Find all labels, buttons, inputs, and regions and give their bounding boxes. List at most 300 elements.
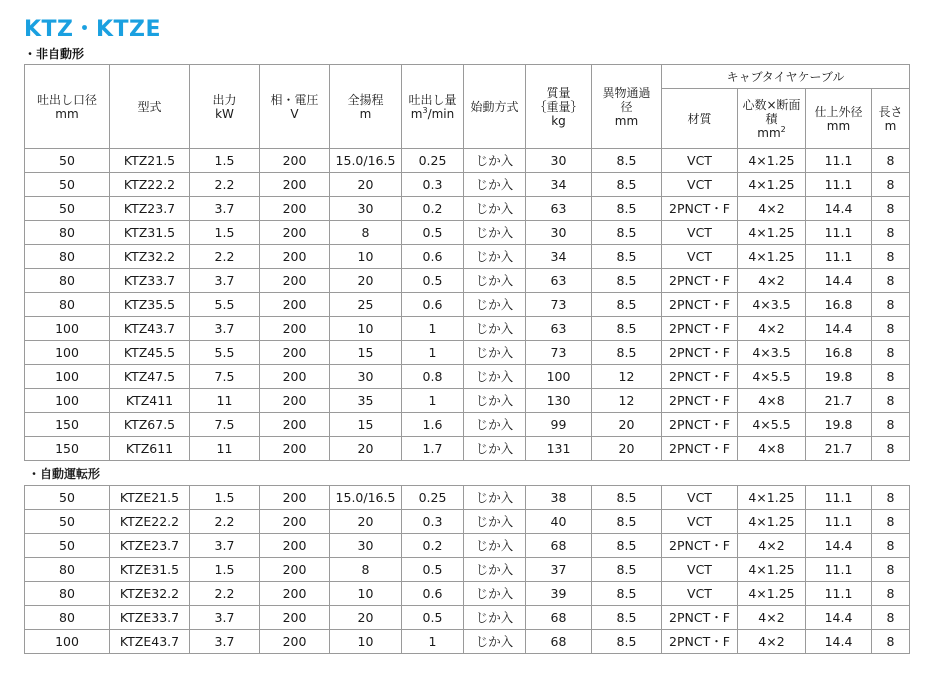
table-cell: 200 xyxy=(260,389,330,413)
table-cell: 11 xyxy=(190,437,260,461)
table-cell: 34 xyxy=(526,173,592,197)
table-cell: 80 xyxy=(25,558,110,582)
table-cell: 50 xyxy=(25,149,110,173)
table-cell: 1.5 xyxy=(190,221,260,245)
header-cable-cores-unit-base: mm xyxy=(757,125,781,140)
table-cell: 8.5 xyxy=(592,486,662,510)
table-row xyxy=(25,173,910,197)
table-cell: 14.4 xyxy=(806,534,872,558)
header-cable-cores xyxy=(738,89,806,149)
table-cell: 8 xyxy=(872,173,910,197)
table-cell: 2PNCT・F xyxy=(662,413,738,437)
table-cell: じか入 xyxy=(464,389,526,413)
table-cell: 35 xyxy=(330,389,402,413)
table-cell: 2PNCT・F xyxy=(662,389,738,413)
table-cell: 200 xyxy=(260,582,330,606)
table-row xyxy=(25,486,910,510)
table-row xyxy=(25,317,910,341)
header-flow-unit xyxy=(411,107,454,121)
table-cell: 200 xyxy=(260,365,330,389)
header-flow-label: 吐出し量 xyxy=(408,92,457,107)
table-cell: KTZ611 xyxy=(110,437,190,461)
header-cable-cores-unit-sup: 2 xyxy=(780,124,786,134)
table-cell: 4×2 xyxy=(738,269,806,293)
table-cell: 8 xyxy=(872,510,910,534)
table-cell: 8 xyxy=(872,413,910,437)
header-output-unit: kW xyxy=(215,106,234,121)
table-cell: 8 xyxy=(872,197,910,221)
table-cell: 1 xyxy=(402,317,464,341)
header-diameter xyxy=(25,65,110,149)
header-cable-length-label: 長さ xyxy=(878,104,903,119)
table-row xyxy=(25,389,910,413)
table-cell: 8.5 xyxy=(592,173,662,197)
table-cell: 11.1 xyxy=(806,510,872,534)
table-cell: 68 xyxy=(526,534,592,558)
table-row xyxy=(25,437,910,461)
table-cell: 34 xyxy=(526,245,592,269)
table-cell: 2PNCT・F xyxy=(662,365,738,389)
table-cell: 200 xyxy=(260,510,330,534)
header-cable-od-unit: mm xyxy=(826,118,851,133)
table-cell: 80 xyxy=(25,269,110,293)
table-cell: 8.5 xyxy=(592,510,662,534)
table-cell: 20 xyxy=(330,173,402,197)
table-cell: じか入 xyxy=(464,221,526,245)
table-cell: 200 xyxy=(260,245,330,269)
table-cell: 14.4 xyxy=(806,606,872,630)
table-cell: 4×2 xyxy=(738,534,806,558)
table-cell: 4×1.25 xyxy=(738,582,806,606)
header-solids xyxy=(592,65,662,149)
table-cell: VCT xyxy=(662,558,738,582)
header-cable-cores-label: 心数×断面 xyxy=(742,97,801,112)
table-cell: VCT xyxy=(662,582,738,606)
table-cell: 30 xyxy=(330,534,402,558)
table-row xyxy=(25,269,910,293)
table-row xyxy=(25,149,910,173)
table-cell: 0.5 xyxy=(402,269,464,293)
table-cell: 200 xyxy=(260,149,330,173)
table-cell: 4×1.25 xyxy=(738,245,806,269)
table-cell: 4×5.5 xyxy=(738,365,806,389)
table-cell: 200 xyxy=(260,413,330,437)
table-cell: VCT xyxy=(662,486,738,510)
table-cell: 12 xyxy=(592,365,662,389)
table-cell: 0.2 xyxy=(402,197,464,221)
header-solids-unit: mm xyxy=(614,113,639,128)
table-cell: 8.5 xyxy=(592,558,662,582)
table-cell: 1 xyxy=(402,341,464,365)
table-cell: 20 xyxy=(330,269,402,293)
table-cell: KTZE22.2 xyxy=(110,510,190,534)
table-cell: 8 xyxy=(872,389,910,413)
table-cell: 15.0/16.5 xyxy=(330,486,402,510)
table-cell: 4×1.25 xyxy=(738,558,806,582)
table-cell: KTZ35.5 xyxy=(110,293,190,317)
table-cell: 2PNCT・F xyxy=(662,437,738,461)
table-cell: 30 xyxy=(526,149,592,173)
section-divider-auto xyxy=(24,461,912,484)
table-cell: KTZ21.5 xyxy=(110,149,190,173)
table-cell: 68 xyxy=(526,630,592,654)
table-cell: 63 xyxy=(526,269,592,293)
header-diameter-label: 吐出し口径 xyxy=(36,92,97,107)
table-cell: 11.1 xyxy=(806,221,872,245)
table-cell: 3.7 xyxy=(190,197,260,221)
table-cell: 1.5 xyxy=(190,486,260,510)
table-cell: 8 xyxy=(872,149,910,173)
header-cable-cores-label2: 積 xyxy=(765,111,778,126)
table-cell: 15.0/16.5 xyxy=(330,149,402,173)
table-cell: 50 xyxy=(25,534,110,558)
table-cell: KTZ23.7 xyxy=(110,197,190,221)
table-cell: 8.5 xyxy=(592,221,662,245)
table-cell: 11 xyxy=(190,389,260,413)
table-cell: KTZ47.5 xyxy=(110,365,190,389)
section-label-auto: ・自動運転形 xyxy=(28,467,101,481)
table-cell: 4×1.25 xyxy=(738,149,806,173)
table-cell: 19.8 xyxy=(806,413,872,437)
table-cell: 8 xyxy=(330,221,402,245)
table-row xyxy=(25,413,910,437)
table-cell: 8.5 xyxy=(592,630,662,654)
table-cell: 200 xyxy=(260,173,330,197)
table-cell: 0.3 xyxy=(402,510,464,534)
header-head-unit: m xyxy=(359,106,372,121)
table-cell: 11.1 xyxy=(806,558,872,582)
table-row xyxy=(25,534,910,558)
table-cell: KTZ45.5 xyxy=(110,341,190,365)
table-cell: 8.5 xyxy=(592,341,662,365)
table-cell: 150 xyxy=(25,437,110,461)
table-cell: KTZ33.7 xyxy=(110,269,190,293)
table-cell: 8 xyxy=(872,365,910,389)
table-cell: 63 xyxy=(526,317,592,341)
table-cell: じか入 xyxy=(464,486,526,510)
table-cell: 16.8 xyxy=(806,341,872,365)
table-cell: 4×5.5 xyxy=(738,413,806,437)
table-cell: 14.4 xyxy=(806,630,872,654)
table-row xyxy=(25,221,910,245)
table-cell: 68 xyxy=(526,606,592,630)
table-cell: 30 xyxy=(330,365,402,389)
table-cell: 10 xyxy=(330,630,402,654)
table-cell: じか入 xyxy=(464,293,526,317)
table-cell: 5.5 xyxy=(190,341,260,365)
table-cell: 3.7 xyxy=(190,317,260,341)
table-cell: VCT xyxy=(662,173,738,197)
table-cell: 100 xyxy=(526,365,592,389)
table-cell: 200 xyxy=(260,534,330,558)
table-cell: 3.7 xyxy=(190,606,260,630)
table-cell: 7.5 xyxy=(190,413,260,437)
section-label-manual: ・非自動形 xyxy=(24,47,85,61)
table-cell: 3.7 xyxy=(190,534,260,558)
header-cable-length-unit: m xyxy=(884,118,897,133)
table-cell: じか入 xyxy=(464,245,526,269)
table-cell: 4×2 xyxy=(738,317,806,341)
table-cell: 8 xyxy=(872,341,910,365)
table-cell: VCT xyxy=(662,149,738,173)
table-cell: じか入 xyxy=(464,365,526,389)
table-cell: VCT xyxy=(662,221,738,245)
table-cell: 10 xyxy=(330,245,402,269)
table-cell: 4×2 xyxy=(738,630,806,654)
table-cell: 80 xyxy=(25,582,110,606)
table-cell: 0.6 xyxy=(402,582,464,606)
table-cell: 20 xyxy=(592,413,662,437)
table-cell: KTZE32.2 xyxy=(110,582,190,606)
table-cell: 80 xyxy=(25,293,110,317)
table-cell: 12 xyxy=(592,389,662,413)
table-cell: 80 xyxy=(25,221,110,245)
table-cell: 8.5 xyxy=(592,582,662,606)
table-row xyxy=(25,341,910,365)
table-cell: 4×2 xyxy=(738,606,806,630)
table-cell: 8 xyxy=(872,245,910,269)
table-cell: 2.2 xyxy=(190,245,260,269)
table-row xyxy=(25,606,910,630)
header-output xyxy=(190,65,260,149)
table-cell: 8 xyxy=(872,582,910,606)
header-model: 型式 xyxy=(110,65,190,149)
table-cell: 2.2 xyxy=(190,510,260,534)
table-cell: 4×2 xyxy=(738,197,806,221)
table-cell: 1.7 xyxy=(402,437,464,461)
table-cell: 0.8 xyxy=(402,365,464,389)
table-cell: じか入 xyxy=(464,606,526,630)
table-cell: 0.25 xyxy=(402,486,464,510)
table-cell: 8 xyxy=(872,293,910,317)
table-cell: VCT xyxy=(662,510,738,534)
table-cell: 20 xyxy=(330,606,402,630)
header-flow xyxy=(402,65,464,149)
table-cell: VCT xyxy=(662,245,738,269)
header-mass-label: 質量 xyxy=(546,85,571,100)
table-cell: 0.5 xyxy=(402,221,464,245)
table-cell: KTZ43.7 xyxy=(110,317,190,341)
table-cell: 8.5 xyxy=(592,149,662,173)
table-cell: 3.7 xyxy=(190,269,260,293)
table-cell: 63 xyxy=(526,197,592,221)
table-cell: 16.8 xyxy=(806,293,872,317)
table-cell: 200 xyxy=(260,606,330,630)
page-title: KTZ・KTZE xyxy=(24,17,162,42)
table-cell: 8 xyxy=(330,558,402,582)
table-cell: 4×8 xyxy=(738,437,806,461)
table-cell: 200 xyxy=(260,437,330,461)
table-cell: 2PNCT・F xyxy=(662,293,738,317)
table-cell: じか入 xyxy=(464,341,526,365)
header-head-label: 全揚程 xyxy=(347,92,384,107)
header-cable-od-label: 仕上外径 xyxy=(814,104,863,119)
table-cell: 1.5 xyxy=(190,558,260,582)
table-cell: 30 xyxy=(526,221,592,245)
table-row xyxy=(25,365,910,389)
header-cable-length xyxy=(872,89,910,149)
table-cell: じか入 xyxy=(464,510,526,534)
table-cell: 19.8 xyxy=(806,365,872,389)
table-cell: 80 xyxy=(25,606,110,630)
table-cell: 8 xyxy=(872,317,910,341)
header-cable-group: キャブタイヤケーブル xyxy=(662,65,910,89)
table-row xyxy=(25,293,910,317)
table-cell: じか入 xyxy=(464,437,526,461)
table-cell: じか入 xyxy=(464,197,526,221)
table-cell: 100 xyxy=(25,341,110,365)
table-cell: 0.6 xyxy=(402,293,464,317)
table-cell: 15 xyxy=(330,413,402,437)
table-cell: 1 xyxy=(402,389,464,413)
table-cell: 11.1 xyxy=(806,173,872,197)
table-cell: 21.7 xyxy=(806,437,872,461)
table-cell: 50 xyxy=(25,510,110,534)
header-output-label: 出力 xyxy=(212,92,237,107)
header-mass xyxy=(526,65,592,149)
table-cell: 73 xyxy=(526,293,592,317)
table-cell: 100 xyxy=(25,365,110,389)
table-cell: じか入 xyxy=(464,558,526,582)
table-cell: KTZE31.5 xyxy=(110,558,190,582)
header-mass-weight: ｛重量｝ xyxy=(534,99,583,114)
table-cell: 2.2 xyxy=(190,582,260,606)
spec-table-manual xyxy=(24,64,910,461)
table-cell: 2PNCT・F xyxy=(662,534,738,558)
table-cell: 14.4 xyxy=(806,269,872,293)
table-cell: KTZ32.2 xyxy=(110,245,190,269)
table-cell: 100 xyxy=(25,317,110,341)
table-cell: 37 xyxy=(526,558,592,582)
table-cell: 11.1 xyxy=(806,149,872,173)
table-cell: 20 xyxy=(592,437,662,461)
header-diameter-unit: mm xyxy=(55,106,79,121)
table-cell: 30 xyxy=(330,197,402,221)
table-cell: 2.2 xyxy=(190,173,260,197)
table-row xyxy=(25,510,910,534)
table-cell: 100 xyxy=(25,630,110,654)
table-cell: 5.5 xyxy=(190,293,260,317)
table-cell: 21.7 xyxy=(806,389,872,413)
header-cable-cores-unit xyxy=(757,126,785,140)
table-cell: 131 xyxy=(526,437,592,461)
table-cell: KTZE23.7 xyxy=(110,534,190,558)
header-voltage xyxy=(260,65,330,149)
table-cell: 2PNCT・F xyxy=(662,317,738,341)
header-solids-label: 異物通過 xyxy=(602,85,651,100)
table-cell: 8 xyxy=(872,437,910,461)
table-cell: 0.6 xyxy=(402,245,464,269)
table-cell: 8 xyxy=(872,221,910,245)
header-flow-unit-rest: /min xyxy=(427,106,455,121)
table-cell: 10 xyxy=(330,582,402,606)
spec-table-auto xyxy=(24,485,910,654)
table-cell: 1.6 xyxy=(402,413,464,437)
table-cell: 200 xyxy=(260,269,330,293)
spec-table-manual-body xyxy=(25,149,910,461)
table-cell: 73 xyxy=(526,341,592,365)
header-solids-label2: 径 xyxy=(620,99,633,114)
table-row xyxy=(25,558,910,582)
header-voltage-label: 相・電圧 xyxy=(270,92,319,107)
table-cell: 0.2 xyxy=(402,534,464,558)
table-cell: 15 xyxy=(330,341,402,365)
table-cell: じか入 xyxy=(464,413,526,437)
table-cell: 8.5 xyxy=(592,197,662,221)
table-cell: 8.5 xyxy=(592,606,662,630)
table-cell: KTZ411 xyxy=(110,389,190,413)
table-cell: 11.1 xyxy=(806,486,872,510)
table-cell: 0.5 xyxy=(402,558,464,582)
table-cell: KTZ22.2 xyxy=(110,173,190,197)
table-cell: 3.7 xyxy=(190,630,260,654)
table-cell: じか入 xyxy=(464,269,526,293)
table-cell: 14.4 xyxy=(806,197,872,221)
table-cell: 8.5 xyxy=(592,317,662,341)
table-cell: KTZE43.7 xyxy=(110,630,190,654)
table-cell: じか入 xyxy=(464,534,526,558)
table-cell: 4×8 xyxy=(738,389,806,413)
header-start: 始動方式 xyxy=(464,65,526,149)
header-flow-unit-sup: 3 xyxy=(422,105,428,115)
table-cell: KTZE21.5 xyxy=(110,486,190,510)
table-cell: 8 xyxy=(872,534,910,558)
table-cell: 200 xyxy=(260,558,330,582)
table-cell: 200 xyxy=(260,486,330,510)
spec-table-auto-body xyxy=(25,486,910,654)
table-cell: 4×1.25 xyxy=(738,486,806,510)
table-cell: 50 xyxy=(25,173,110,197)
table-cell: 20 xyxy=(330,510,402,534)
table-cell: 150 xyxy=(25,413,110,437)
header-mass-unit: kg xyxy=(551,113,566,128)
table-cell: 50 xyxy=(25,197,110,221)
table-cell: 7.5 xyxy=(190,365,260,389)
table-row xyxy=(25,582,910,606)
table-cell: 8 xyxy=(872,486,910,510)
table-cell: 100 xyxy=(25,389,110,413)
table-cell: 8 xyxy=(872,606,910,630)
table-cell: 2PNCT・F xyxy=(662,606,738,630)
table-cell: 2PNCT・F xyxy=(662,341,738,365)
table-cell: 200 xyxy=(260,341,330,365)
table-row xyxy=(25,245,910,269)
table-cell: 8 xyxy=(872,630,910,654)
table-cell: 8 xyxy=(872,269,910,293)
table-cell: 99 xyxy=(526,413,592,437)
table-cell: 200 xyxy=(260,197,330,221)
table-cell: 38 xyxy=(526,486,592,510)
table-cell: 4×1.25 xyxy=(738,221,806,245)
table-cell: 80 xyxy=(25,245,110,269)
table-cell: 2PNCT・F xyxy=(662,269,738,293)
table-cell: 8 xyxy=(872,558,910,582)
table-cell: 11.1 xyxy=(806,245,872,269)
table-cell: 8.5 xyxy=(592,293,662,317)
table-cell: 11.1 xyxy=(806,582,872,606)
table-cell: 8.5 xyxy=(592,534,662,558)
table-cell: じか入 xyxy=(464,630,526,654)
table-cell: 4×3.5 xyxy=(738,341,806,365)
table-cell: 0.25 xyxy=(402,149,464,173)
table-cell: 8.5 xyxy=(592,269,662,293)
table-cell: 0.3 xyxy=(402,173,464,197)
table-cell: 200 xyxy=(260,317,330,341)
table-cell: 8.5 xyxy=(592,245,662,269)
table-cell: 4×3.5 xyxy=(738,293,806,317)
table-cell: 20 xyxy=(330,437,402,461)
table-cell: 200 xyxy=(260,293,330,317)
